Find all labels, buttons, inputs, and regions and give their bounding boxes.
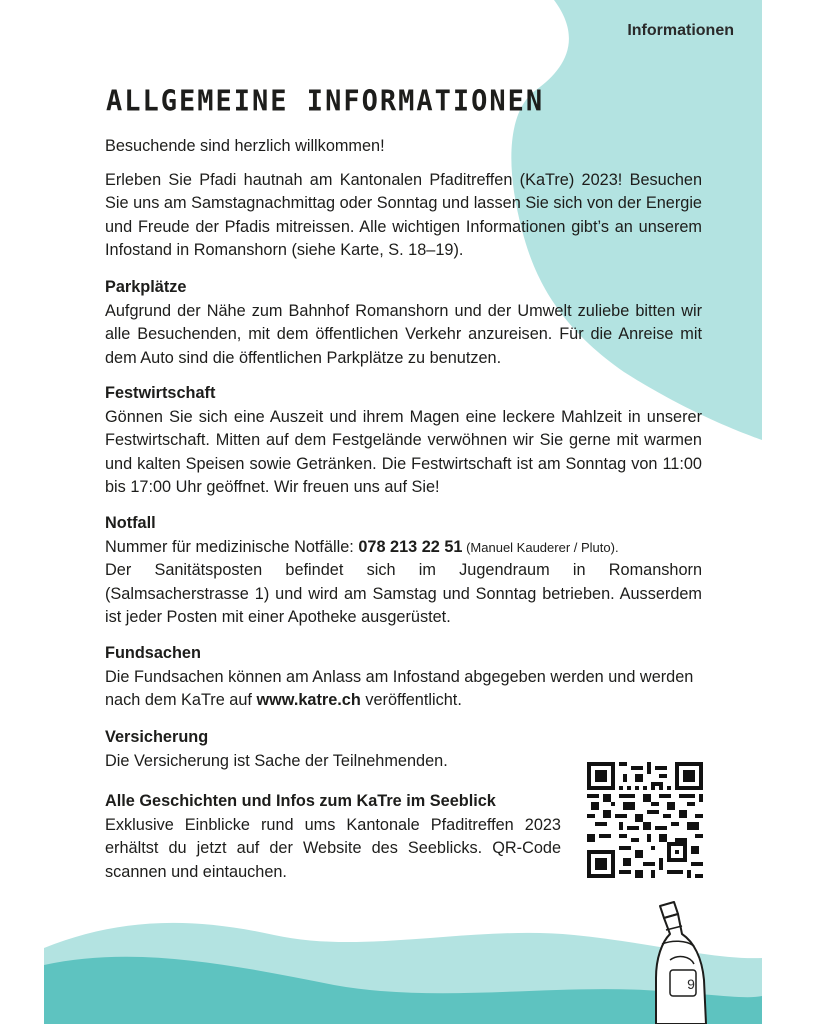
lost-found-heading: Fundsachen xyxy=(105,644,201,662)
website-link[interactable]: www.katre.ch xyxy=(256,691,361,709)
parking-body: Aufgrund der Nähe zum Bahnhof Romanshorn und der Umwelt zuliebe bitten wir alle Besuchenden, mit dem öffentlichen Verkehr anzureisen. Für die Anreise mit dem Auto sind die öffentlichen Parkplätze zu benutzen. xyxy=(105,301,702,367)
intro-paragraph: Erleben Sie Pfadi hautnah am Kantonalen Pfaditreffen (KaTre) 2023! Besuchen Sie uns am Samstagnachmittag oder Sonntag und lassen Sie sich von der Energie und Freude der Pfadis mitreissen. Alle wichtigen Informationen gibt’s an unserem Infostand in Romanshorn (siehe Karte, S. 18–19). xyxy=(105,170,702,259)
page xyxy=(44,0,762,1024)
emergency-section xyxy=(105,512,702,630)
qr-code-icon[interactable] xyxy=(587,762,703,878)
lost-found-text: Die Fundsachen können am Anlass am Infostand abgegeben werden und werden nach dem KaTre auf xyxy=(105,667,694,709)
section-label: Informationen xyxy=(627,22,734,39)
food-heading: Festwirtschaft xyxy=(105,384,216,402)
seeblick-body: Exklusive Einblicke rund ums Kantonale Pfaditreffen 2023 erhältst du jetzt auf der Website des Seeblicks. QR-Code scannen und eintauchen. xyxy=(105,815,561,881)
parking-heading: Parkplätze xyxy=(105,278,187,296)
welcome-text: Besuchende sind herzlich willkommen! xyxy=(105,137,385,155)
intro xyxy=(105,135,702,263)
emergency-number-label: Nummer für medizinische Notfälle: xyxy=(105,537,359,556)
emergency-heading: Notfall xyxy=(105,514,156,532)
seeblick-section xyxy=(105,790,561,884)
food-section xyxy=(105,382,702,500)
lost-found-body xyxy=(105,666,702,713)
emergency-body: Der Sanitätsposten befindet sich im Jugendraum in Romanshorn (Salmsacherstrasse 1) und wird am Samstag und Sonntag betrieben. Ausserdem ist jeder Posten mit einer Apotheke ausgerüstet. xyxy=(105,561,702,626)
insurance-body: Die Versicherung ist Sache der Teilnehmenden. xyxy=(105,751,448,770)
lost-found-text-end: veröffentlicht. xyxy=(360,691,462,709)
emergency-number-line xyxy=(105,536,702,560)
food-body: Gönnen Sie sich eine Auszeit und ihrem Magen eine leckere Mahlzeit in unserer Festwirtschaft. Mitten auf dem Festgelände verwöhnen wir Sie gerne mit warmen und kalten Speisen sowie Getränken. Die Festwirtschaft ist am Sonntag von 11:00 bis 17:00 Uhr geöffnet. Wir freuen uns auf Sie! xyxy=(105,407,702,496)
emergency-number: 078 213 22 51 xyxy=(358,537,463,556)
insurance-heading: Versicherung xyxy=(105,728,209,746)
bottle-icon xyxy=(642,900,708,1024)
seeblick-heading: Alle Geschichten und Infos zum KaTre im Seeblick xyxy=(105,792,496,810)
emergency-contact: (Manuel Kauderer / Pluto). xyxy=(462,539,619,555)
page-number: 9 xyxy=(687,976,695,992)
page-title: ALLGEMEINE INFORMATIONEN xyxy=(106,85,545,118)
parking-section xyxy=(105,276,702,370)
lost-found-section xyxy=(105,642,702,713)
